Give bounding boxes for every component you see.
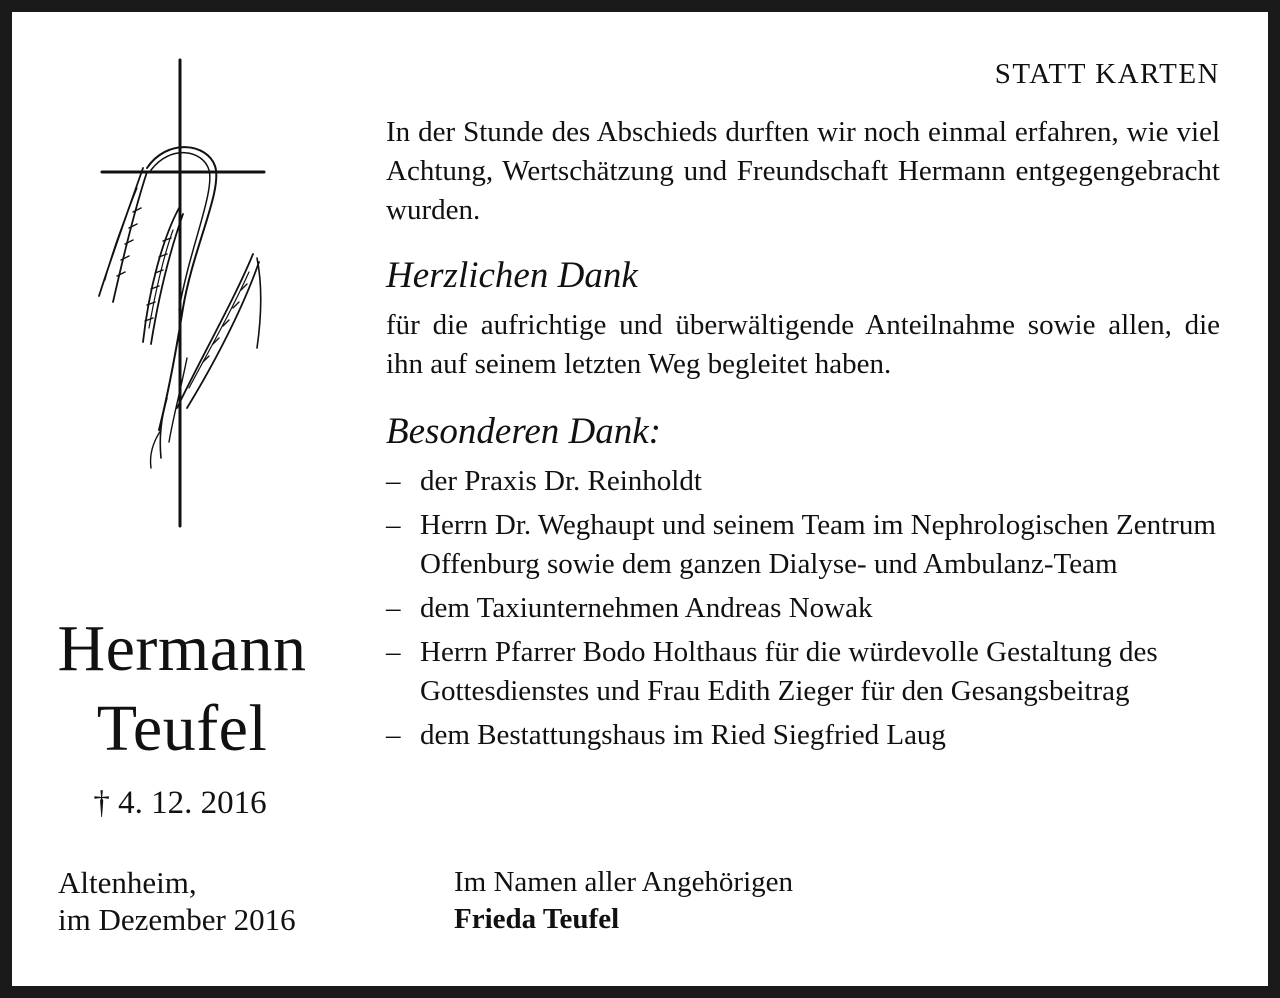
list-item [386,589,1220,628]
cross-with-wheat-icon [97,58,267,528]
place-and-date [58,864,296,938]
deceased-first-name: Hermann [57,612,307,685]
list-item-text: dem Bestattungshaus im Ried Siegfried Laug [420,719,946,751]
dash-marker: – [386,465,401,497]
header-label: STATT KARTEN [994,58,1220,90]
list-item [386,462,1220,501]
signature-block [454,864,793,938]
dash-marker: – [386,509,401,541]
obituary-card [12,12,1268,986]
deceased-last-name: Teufel [96,692,268,765]
list-item-text: dem Taxiunternehmen Andreas Nowak [420,592,873,624]
heading-thanks: Herzlichen Dank [386,255,638,296]
dash-marker: – [386,592,401,624]
list-item-text: Herrn Pfarrer Bodo Holthaus für die würdevolle Gestaltung des Gottesdienstes und Frau Edith Zieger für den Gesangsbeitrag [420,636,1158,707]
list-item [386,633,1220,711]
intro-paragraph: In der Stunde des Abschieds durften wir noch einmal erfahren, wie viel Achtung, Wertschätzung und Freundschaft Hermann entgegengebracht wurden. [386,116,1220,226]
place-line: Altenheim, [58,865,197,900]
list-item-text: Herrn Dr. Weghaupt und seinem Team im Nephrologischen Zentrum Offenburg sowie dem ganzen Dialyse- und Ambulanz-Team [420,509,1216,580]
special-thanks-list [386,462,1220,760]
list-item [386,506,1220,584]
thanks-paragraph: für die aufrichtige und überwältigende Anteilnahme sowie allen, die ihn auf seinem letzten Weg begleitet haben. [386,309,1220,380]
death-date: † 4. 12. 2016 [93,785,267,821]
signer-name: Frieda Teufel [454,903,620,935]
signature-line: Im Namen aller Angehörigen [454,866,794,898]
heading-special-thanks: Besonderen Dank: [386,411,662,452]
date-line: im Dezember 2016 [58,902,296,937]
dash-marker: – [386,719,401,751]
list-item-text: der Praxis Dr. Reinholdt [420,465,702,497]
dash-marker: – [386,636,401,668]
list-item [386,716,1220,755]
